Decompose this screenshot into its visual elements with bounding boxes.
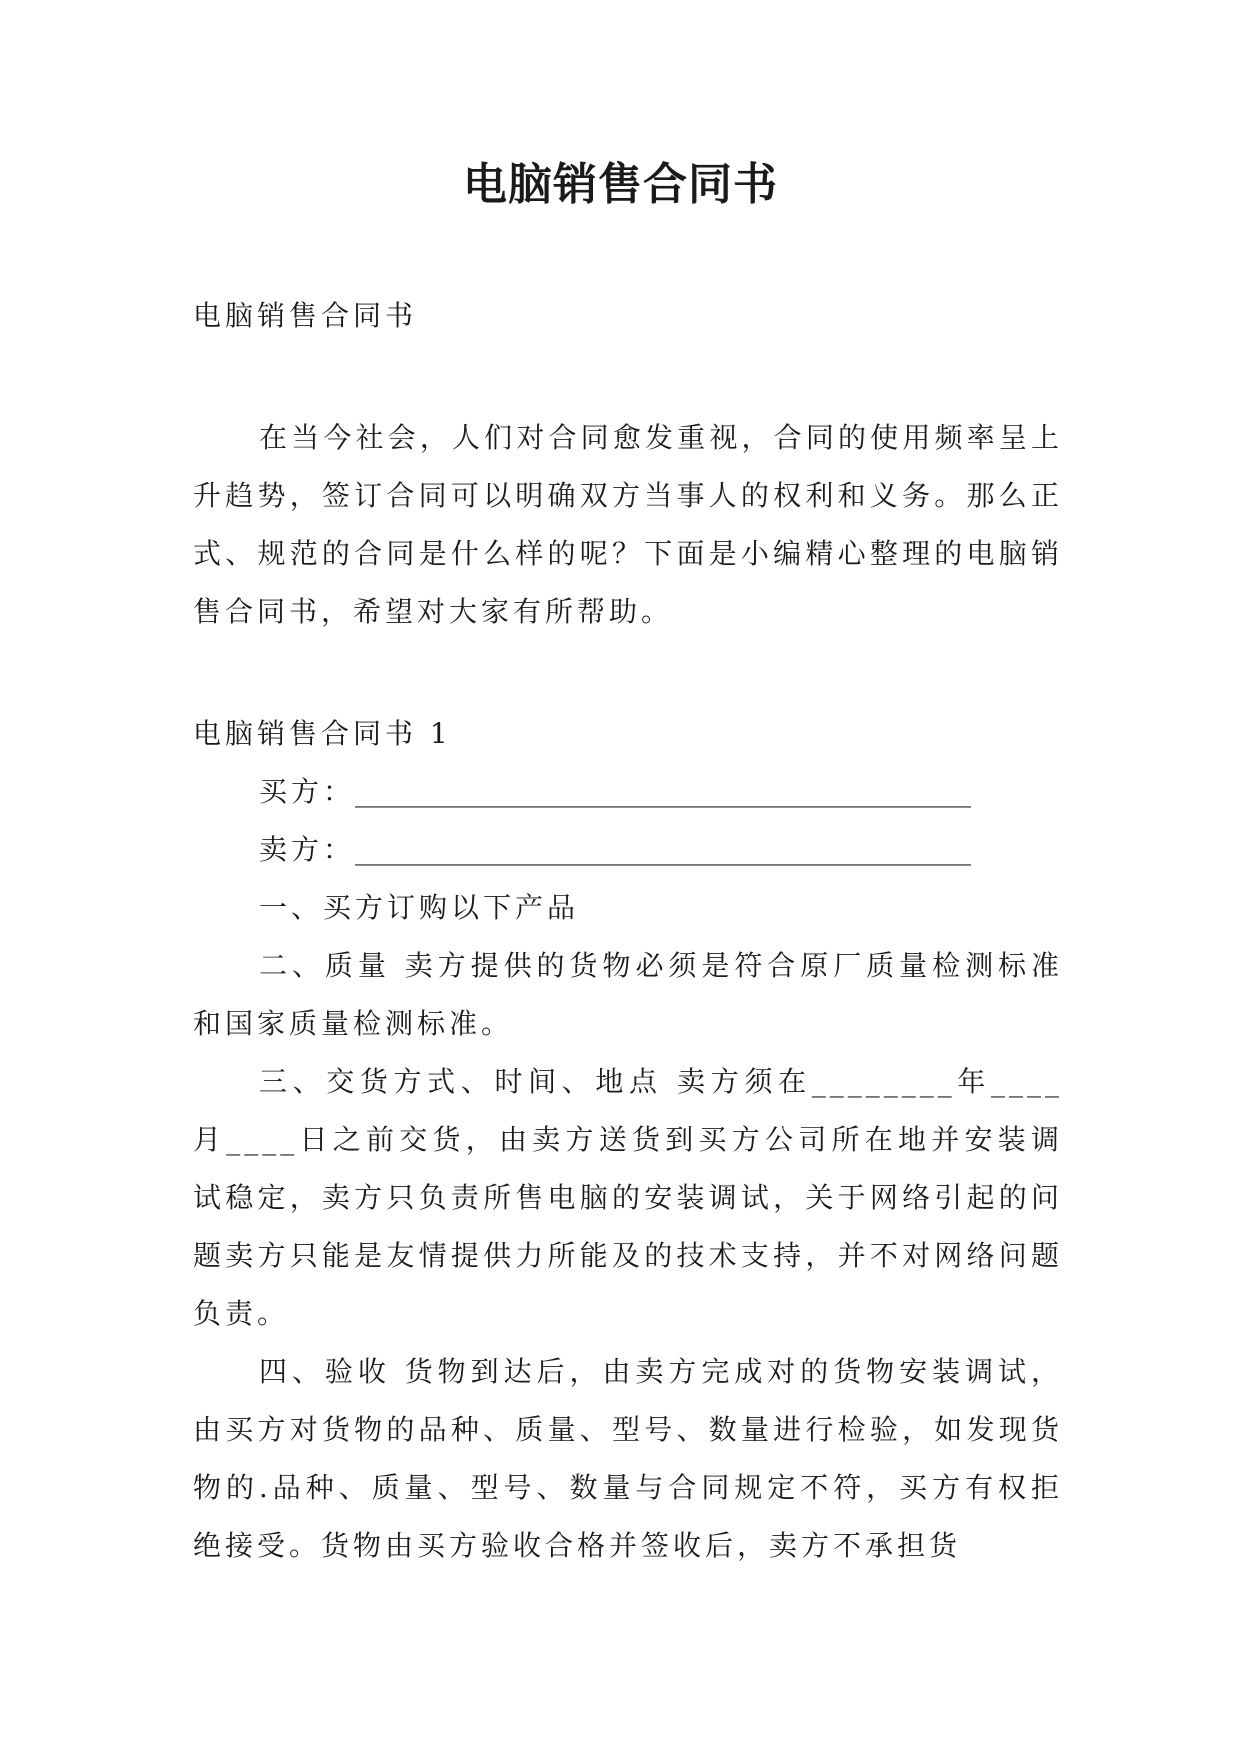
buyer-label: 买方： xyxy=(259,775,356,808)
clause-4: 四、验收 货物到达后，由卖方完成对的货物安装调试，由买方对货物的品种、质量、型号、数量进行检验，如发现货物的.品种、质量、型号、数量与合同规定不符，买方有权拒绝接受。货物由买方验收合格并签收后，卖方不承担货 xyxy=(193,1355,1063,1562)
seller-blank: ____________________________________________ xyxy=(355,833,972,866)
section-heading: 电脑销售合同书 1 xyxy=(193,717,452,750)
clause-2: 二、质量 卖方提供的货物必须是符合原厂质量检测标准和国家质量检测标准。 xyxy=(193,949,1063,1040)
document-body xyxy=(193,287,1063,1575)
buyer-line xyxy=(193,763,1063,821)
document-subtitle: 电脑销售合同书 xyxy=(193,299,418,332)
buyer-blank: ____________________________________________ xyxy=(355,775,972,808)
intro-paragraph: 在当今社会，人们对合同愈发重视，合同的使用频率呈上升趋势，签订合同可以明确双方当事人的权利和义务。那么正式、规范的合同是什么样的呢？下面是小编精心整理的电脑销售合同书，希望对大家有所帮助。 xyxy=(193,421,1063,628)
seller-line xyxy=(193,821,1063,879)
document-title: 电脑销售合同书 xyxy=(463,159,778,210)
seller-label: 卖方： xyxy=(259,833,356,866)
clause-1: 一、买方订购以下产品 xyxy=(259,891,580,924)
clause-3: 三、交货方式、时间、地点 卖方须在________年____月____日之前交货，由卖方送货到买方公司所在地并安装调试稳定，卖方只负责所售电脑的安装调试，关于网络引起的问题卖方只能是友情提供力所能及的技术支持，并不对网络问题负责。 xyxy=(193,1065,1063,1330)
